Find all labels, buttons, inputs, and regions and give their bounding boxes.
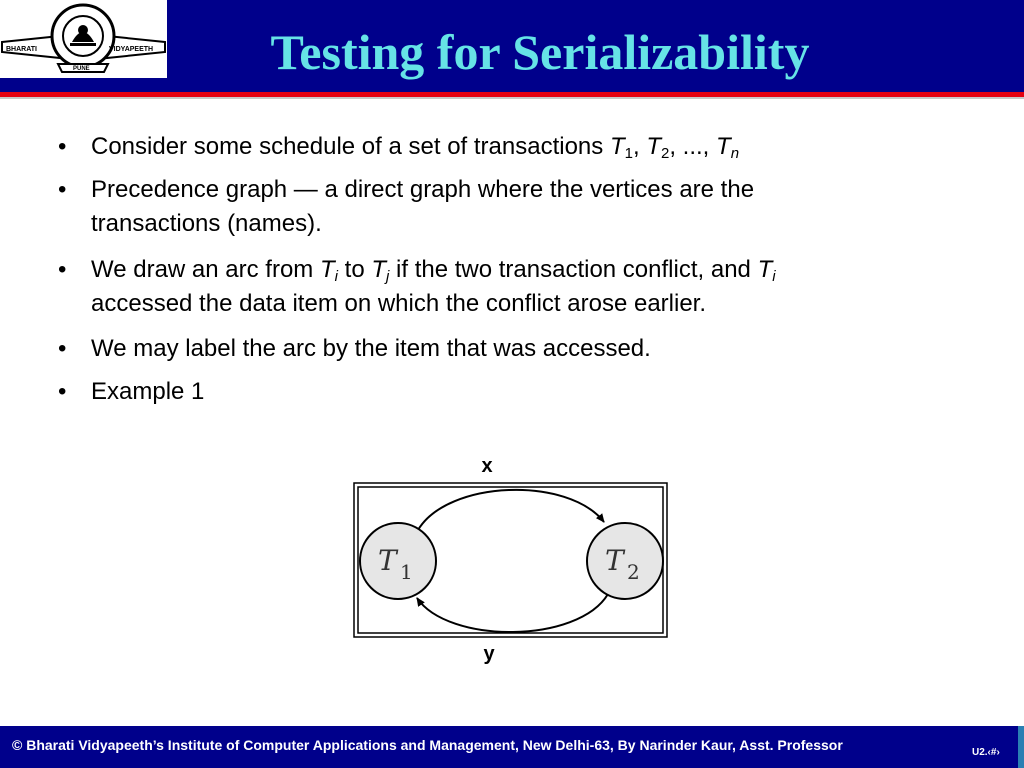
node-t2-label: T xyxy=(605,544,624,577)
precedence-graph-svg xyxy=(340,448,680,678)
bullet-marker: • xyxy=(58,176,67,203)
edge-label-x: x xyxy=(481,455,493,477)
bullet-text: We may label the arc by the item that was accessed. xyxy=(91,335,651,362)
slide-title: Testing for Serializability xyxy=(270,24,810,80)
precedence-graph-diagram xyxy=(340,448,680,678)
bullet-text: Example 1 xyxy=(91,378,205,405)
svg-text:VIDYAPEETH: VIDYAPEETH xyxy=(109,46,154,53)
footer-edge xyxy=(1018,726,1024,768)
bullet-text: We draw an arc from $T_i$ to $T_j$ if the two transaction conflict, and $T_i$ accessed the data item on which the conflict arose earlier. xyxy=(91,256,776,317)
node-t1-subscript: 1 xyxy=(400,560,413,584)
svg-text:BHARATI: BHARATI xyxy=(6,46,37,53)
node-t1-label: T xyxy=(378,544,397,577)
header-divider-gray xyxy=(0,97,1024,99)
bharati-vidyapeeth-logo-icon xyxy=(0,0,167,78)
bullet-marker: • xyxy=(58,378,67,405)
bullet-text: Precedence graph — a direct graph where the vertices are the transactions (names). xyxy=(91,176,755,237)
bullet-text: Consider some schedule of a set of transactions $T_1$, $T_2$, ..., $T_n$ xyxy=(91,133,740,162)
footer-copyright: © Bharati Vidyapeeth’s Institute of Computer Applications and Management, New Delhi-63, By Narinder Kaur, Asst. Professor xyxy=(12,737,843,753)
slide-number: U2.‹#› xyxy=(972,747,1000,758)
node-t1 xyxy=(360,523,436,599)
institute-logo xyxy=(0,0,167,78)
svg-text:PUNE: PUNE xyxy=(73,66,90,72)
node-t2-subscript: 2 xyxy=(627,560,640,584)
edge-label-y: y xyxy=(483,643,495,665)
bullet-marker: • xyxy=(58,256,67,283)
slide-footer xyxy=(0,726,1024,768)
bullet-marker: • xyxy=(58,133,67,160)
bullet-marker: • xyxy=(58,335,67,362)
node-t2 xyxy=(587,523,663,599)
slide-header xyxy=(0,0,1024,92)
